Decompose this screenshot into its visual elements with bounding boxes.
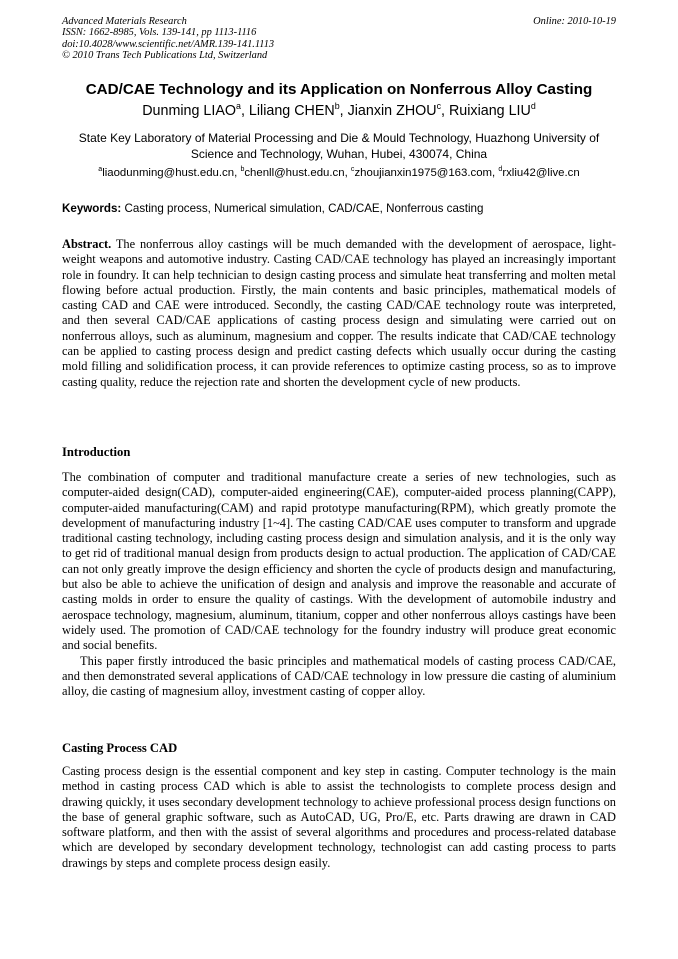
introduction-body (62, 470, 616, 699)
abstract (62, 237, 616, 390)
paper-title: CAD/CAE Technology and its Application on Nonferrous Alloy Casting (85, 81, 593, 98)
keywords-label: Keywords: (62, 202, 122, 215)
journal-header (62, 16, 616, 62)
email-link[interactable]: $^c$zhoujianxin1975@163.com, (350, 166, 499, 179)
author: Dunming LIAO$^a$, (142, 101, 249, 119)
email-link[interactable]: $^b$chenll@hust.edu.cn, (240, 166, 351, 179)
casting-cad-paragraph-1: Casting process design is the essential component and key step in casting. Computer technology is the main method in casting process CAD which is able to assist the technologists to complete process design and drawing quickly, it uses secondary development technology to achieve professional process design functions on the base of general graphic software, such as AutoCAD, UG, Pro/E, etc. Parts drawing are drawn in CAD software platform, and then with the assist of several algorithms and procedures and process-related database which are developed by secondary development technology, technologist can add casting process to parts drawings by steps and complete process design easily. (62, 764, 616, 870)
issn-line: ISSN: 1662-8985, Vols. 139-141, pp 1113-1116 (62, 27, 257, 39)
copyright-line: © 2010 Trans Tech Publications Ltd, Switzerland (62, 50, 268, 62)
email-link[interactable]: $^a$liaodunming@hust.edu.cn, (98, 166, 241, 179)
author: Jianxin ZHOU$^c$, (347, 101, 449, 119)
affiliation: State Key Laboratory of Material Processing and Die & Mould Technology, Huazhong University of Science and Technology, Wuhan, Hubei, 430074, China (78, 131, 600, 161)
introduction-paragraph-1: The combination of computer and traditional manufacture create a series of new technologies, such as computer-aided design(CAD), computer-aided engineering(CAE), computer-aided process planning(CAPP), computer-aided manufacturing(CAM) and rapid prototype manufacturing(RPM), which greatly promote the development of manufacturing industry [1~4]. The casting CAD/CAE uses computer to transform and upgrade traditional casting technology, including casting process design and simulation analysis, and it is the only way to get rid of traditional manual design from products design to actual production. The application of CAD/CAE can not only greatly improve the design efficiency and shorten the cycle of products design and manufacturing, but also be able to achieve the unification of design and analysis and improve the reasonable and accurate of casting molds in order to ensure the quality of castings. With the development of automobile industry and aerospace technology, magnesium, aluminum, titanium, copper and other nonferrous alloys castings have been widely used. The promotion of CAD/CAE technology for the foundry industry will produce great economic and social benefits. (62, 470, 616, 653)
email-link[interactable]: $^d$rxliu42@live.cn (498, 166, 580, 179)
keywords-text: Casting process, Numerical simulation, CAD/CAE, Nonferrous casting (124, 202, 484, 215)
author: Liliang CHEN$^b$, (248, 101, 348, 119)
journal-name: Advanced Materials Research (62, 16, 187, 27)
introduction-paragraph-2: This paper firstly introduced the basic principles and mathematical models of casting process CAD/CAE, and then demonstrated several applications of CAD/CAE technology in low pressure die casting of aluminium alloy, die casting of magnesium alloy, investment casting of copper alloy. (62, 653, 616, 699)
casting-cad-heading: Casting Process CAD (62, 741, 178, 755)
online-date: Online: 2010-10-19 (533, 16, 616, 27)
keywords (62, 202, 616, 215)
introduction-heading: Introduction (62, 445, 131, 459)
author: Ruixiang LIU$^d$ (448, 101, 536, 119)
doi-line: doi:10.4028/www.scientific.net/AMR.139-141.1113 (62, 38, 275, 50)
abstract-text: The nonferrous alloy castings will be much demanded with the development of aerospace, light-weight weapons and automotive industry. Casting CAD/CAE technology has played an increasingly important role in foundry. It can help technician to design casting process and simulate heat transferring and molten metal flowing before actual production. Firstly, the main contents and basic principles, mathematical models of casting CAD and CAE were introduced. Secondly, the casting CAD/CAE technology route was interpreted, and then several CAD/CAE applications of casting process design and simulating were carried out on nonferrous alloys, such as aluminum, magnesium and copper. The results indicate that CAD/CAE technology can be applied to casting process design and predict casting defects which usually occur during the casting mold filling and solidification process, it can provide references to optimize casting process, so as to improve casting quality, reduce the rejection rate and shorten the development cycle of new products. (62, 237, 617, 389)
casting-cad-body (62, 764, 616, 871)
abstract-label: Abstract. (62, 237, 112, 251)
email-list (40, 167, 638, 179)
author-list (40, 103, 638, 119)
